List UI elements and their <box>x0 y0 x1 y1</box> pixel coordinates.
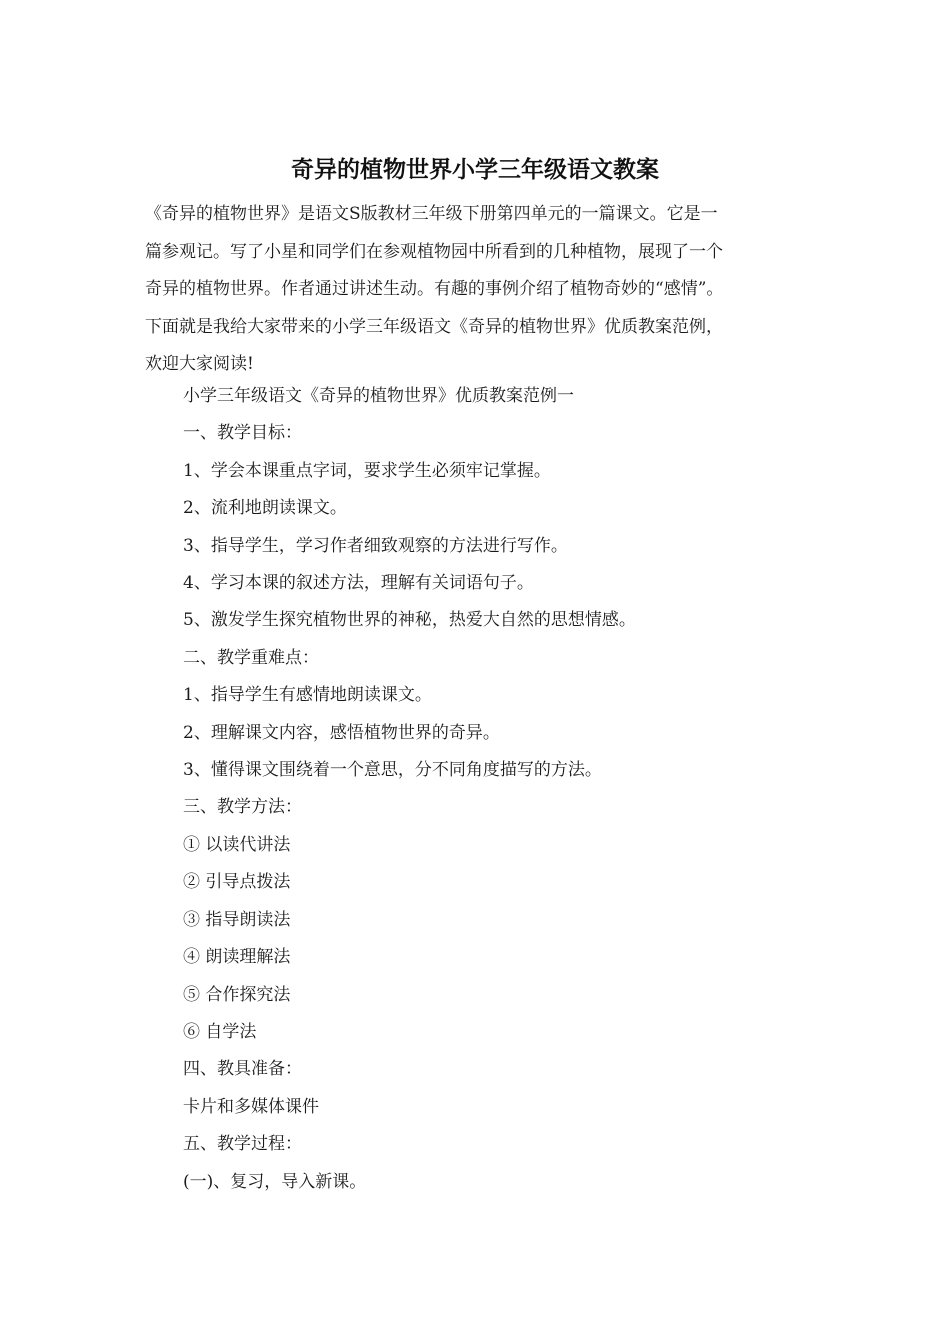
list-item: 5、激发学生探究植物世界的神秘，热爱大自然的思想情感。 <box>183 610 636 631</box>
list-item: 2、流利地朗读课文。 <box>183 498 347 519</box>
lesson-plan-body <box>183 378 823 1201</box>
list-item: 3、懂得课文围绕着一个意思，分不同角度描写的方法。 <box>183 760 602 781</box>
list-item: ② 引导点拨法 <box>183 872 291 893</box>
intro-line: 篇参观记。写了小星和同学们在参观植物园中所看到的几种植物，展现了一个 <box>145 241 723 262</box>
list-item: 1、指导学生有感情地朗读课文。 <box>183 685 432 706</box>
intro-paragraph <box>145 196 813 384</box>
intro-line: 奇异的植物世界。作者通过讲述生动。有趣的事例介绍了植物奇妙的“感情”。 <box>145 279 724 299</box>
list-item: ① 以读代讲法 <box>183 834 291 855</box>
section-heading-goals: 一、教学目标： <box>183 423 302 444</box>
list-item: ③ 指导朗读法 <box>183 909 291 930</box>
section-heading-key-points: 二、教学重难点： <box>183 647 319 668</box>
document-title: 奇异的植物世界小学三年级语文教案 <box>291 157 659 183</box>
list-item: ④ 朗读理解法 <box>183 947 291 968</box>
list-item: 卡片和多媒体课件 <box>183 1096 319 1117</box>
section-heading-materials: 四、教具准备： <box>183 1059 302 1080</box>
section-subtitle: 小学三年级语文《奇异的植物世界》优质教案范例一 <box>183 386 574 406</box>
intro-line: 下面就是我给大家带来的小学三年级语文《奇异的植物世界》优质教案范例， <box>145 316 723 337</box>
list-item: 2、理解课文内容，感悟植物世界的奇异。 <box>183 722 500 743</box>
list-item: 1、学会本课重点字词，要求学生必须牢记掌握。 <box>183 460 551 481</box>
intro-line: 《奇异的植物世界》是语文S版教材三年级下册第四单元的一篇课文。它是一 <box>145 204 718 224</box>
list-item: 4、学习本课的叙述方法，理解有关词语句子。 <box>183 573 534 594</box>
section-heading-process: 五、教学过程： <box>183 1134 302 1155</box>
list-item: ⑤ 合作探究法 <box>183 984 291 1005</box>
list-item: ⑥ 自学法 <box>183 1021 257 1042</box>
intro-line: 欢迎大家阅读! <box>145 354 254 374</box>
section-heading-methods: 三、教学方法： <box>183 797 302 818</box>
list-item: (一)、复习，导入新课。 <box>183 1171 367 1192</box>
list-item: 3、指导学生，学习作者细致观察的方法进行写作。 <box>183 535 568 556</box>
